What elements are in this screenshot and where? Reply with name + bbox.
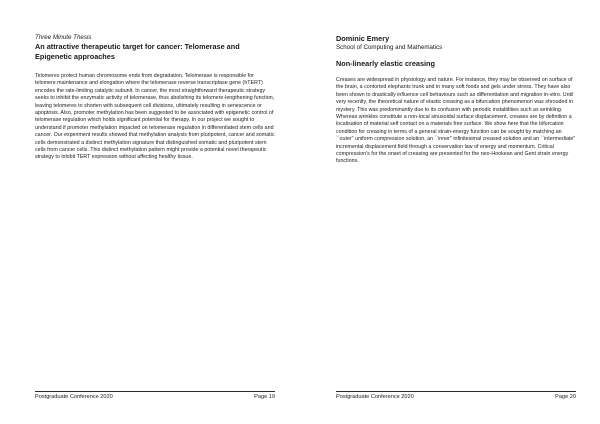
footer-divider [35,391,275,392]
series-label: Three Minute Thesis [35,34,92,41]
footer-page-number: Page 20 [555,394,576,400]
footer-conference: Postgraduate Conference 2020 [35,394,113,400]
page-footer [35,394,275,401]
abstract-body: Creases are widespread in physiology and nature. For instance, they may be observed on surface of the brain, a contorted elephants trunk and in many soft foods and gels under stress. They have also been shown to drastically influence cell behaviours such as differentiation and migration in-vitro. Until very recently, the theoretical nature of elastic creasing as a bifurcation phenomenon was shrouded in mystery. This was predominantly due to its confusion with periodic instabilities such as wrinkling. Whereas wrinkles constitute a non-local sinusoidal surface displacement, creases are by definition a localisation of material self contact on a materials free surface. We show here that the bifurcation condition for creasing in terms of a general strain-energy function can be sought by matching an ``outer" uniform compression solution, an ``inner" infinitesimal creased solution and an ``intermediate" incremental displacement field through a conservation law of energy and momentum. Critical compression's for the onset of creasing are presented for the neo-Hookean and Gent strain energy functions. [336,77,576,165]
abstract-title: An attractive therapeutic target for cancer: Telomerase and Epigenetic approaches [35,42,240,61]
page-20 [300,0,600,424]
footer-conference: Postgraduate Conference 2020 [336,394,414,400]
author-school: School of Computing and Mathematics [336,44,443,51]
abstract-right [336,34,576,166]
footer-divider [336,391,576,392]
abstract-body: Telomeres protect human chromosome ends from degradation. Telomerase is responsible for telomere maintenance and elongation where the telomerase reverse transcriptase gene (hTERT) encodes the rate-limiting catalytic subunit. In cancer, the most straightforward therapeutic strategy seeks to inhibit the enzymatic activity of telomerase, thus abolishing its telomere-lengthening function, leaving telomeres to shorten with subsequent cell divisions, ultimately resulting in senescence or apoptosis. Also, promoter methylation has been suggested to be associated with epigenetic control of telomerase regulation which holds significant potential for therapy. In our project we sought to understand if promoter methylation impacted on telomerase regulation in differentiated stem cells and cancer. Our experiment results showed that methylation analysis from pluripotent, cancer and somatic cells demonstrated a distinct methylation signature that distinguished somatic and pluripotent stem cells from cancer cells. This distinct methylation pattern might provide a potential novel therapeutic strategy to inhibit TERT expression without affecting healthy tissue. [35,73,275,161]
author-name: Dominic Emery [336,34,390,43]
footer-page-number: Page 19 [254,394,275,400]
abstract-title: Non-linearly elastic creasing [336,59,435,68]
page-footer [336,394,576,401]
abstract-left [35,34,275,162]
